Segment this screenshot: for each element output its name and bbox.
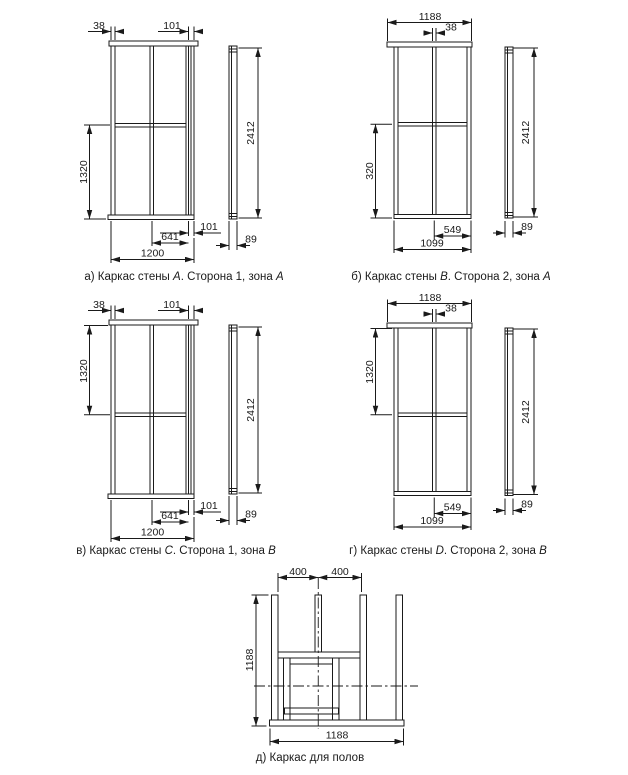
caption-wall-c: в) Каркас стены C. Сторона 1, зона B [76,545,276,557]
dim-a-total-width: 1200 [140,247,165,260]
wall-frame-b [351,11,551,283]
wall-frame-c [76,299,276,557]
dim-a-side-height: 2412 [245,121,257,145]
dim-g-upper-height: 1320 [364,360,376,384]
dim-a-top-gap: 101 [163,20,181,32]
dim-c-side-thickness: 89 [245,508,257,521]
dim-b-lower-height: 320 [364,162,376,180]
dim-c-stud-span: 641 [161,510,179,522]
wall-frame-c-side-view [229,325,237,494]
caption-wall-b: б) Каркас стены B. Сторона 2, зона A [351,271,551,283]
dim-b-total-width: 1099 [420,237,444,250]
wall-frame-d [349,292,547,557]
dim-b-side-height: 2412 [520,120,532,145]
caption-wall-a: а) Каркас стены A. Сторона 1, зона A [84,271,284,283]
dim-a-bottom-gap: 101 [200,221,218,233]
dim-a-lower-height: 1320 [78,160,90,184]
wall-frame-d-side-view [505,328,513,496]
dim-floor-spacing-left: 400 [289,566,307,578]
wall-frame-d-front-view [387,323,472,496]
dim-c-bottom-gap: 101 [200,500,218,512]
floor-frame-centerlines [254,578,418,729]
dim-floor-width: 1188 [325,729,349,742]
dim-b-stud-width: 38 [445,21,457,34]
dim-a-side-thickness: 89 [245,233,257,246]
wall-frame-c-front-view [108,320,198,499]
dim-g-total-width: 1099 [420,515,444,527]
dim-c-total-width: 1200 [140,526,165,539]
dim-g-side-height: 2412 [520,400,532,424]
floor-frame [244,566,418,764]
dim-g-side-thickness: 89 [521,498,533,511]
dim-c-stud-width: 38 [93,299,105,311]
dim-b-plate-width: 1188 [418,11,442,23]
dim-g-plate-width: 1188 [418,292,442,304]
dim-a-stud-span: 641 [161,231,179,243]
dim-c-top-gap: 101 [163,299,181,311]
wall-frame-b-side-view [505,47,513,218]
wall-frame-b-front-view [387,42,472,219]
dim-a-stud-width: 38 [93,20,105,32]
wall-frame-a [78,20,284,283]
dim-floor-spacing-right: 400 [331,566,349,578]
dim-b-stud-span: 549 [443,224,462,236]
caption-wall-d: г) Каркас стены D. Сторона 2, зона B [349,545,547,557]
floor-frame-structure [270,595,405,726]
dim-floor-height: 1188 [244,648,256,672]
dim-g-stud-span: 549 [443,501,462,514]
dim-b-side-thickness: 89 [521,221,533,233]
wall-frame-a-side-view [229,46,237,219]
dim-c-side-height: 2412 [245,398,257,422]
dim-c-upper-height: 1320 [78,359,90,383]
dim-g-stud-width: 38 [445,302,457,315]
caption-floor-frame: д) Каркас для полов [255,752,365,764]
wall-frame-a-front-view [108,41,198,220]
